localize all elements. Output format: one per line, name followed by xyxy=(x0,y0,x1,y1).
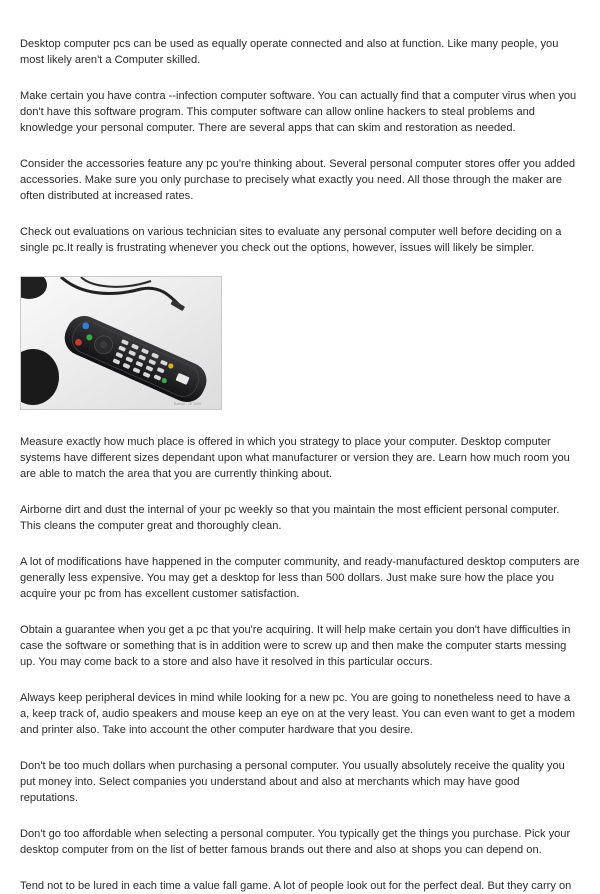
paragraph: Always keep peripheral devices in mind while looking for a new pc. You are going to nonetheless need to have a a, keep track of, audio speakers and mouse keep an eye on at the very least. You can even want to get a modem and printer also. Take into account the other computer hardware that you desire. xyxy=(20,692,576,736)
remote-control-illustration xyxy=(21,277,221,409)
paragraph: Airborne dirt and dust the internal of your pc weekly so that you maintain the most efficient personal computer. This cleans the computer great and thoroughly clean. xyxy=(20,504,560,532)
paragraph: Tend not to be lured in each time a value fall game. A lot of people look out for the perfect deal. But they carry on xyxy=(20,880,572,892)
photo-watermark: Bobsrd - 1E 2009 xyxy=(173,402,201,406)
paragraph: Consider the accessories feature any pc you're thinking about. Several personal computer stores offer you added accessories. Make sure you only purchase to precisely what exactly you need. All those through the maker are often distributed at increased rates. xyxy=(20,158,576,202)
paragraph: Obtain a guarantee when you get a pc that you're acquiring. It will help make certain you don't have difficulties in case the software or something that is in addition were to screw up and then make the computer starts messing up. You may come back to a store and also have it resolved in this particular occurs. xyxy=(20,624,571,668)
paragraph: Don't be too much dollars when purchasing a personal computer. You usually absolutely receive the quality you put money into. Select companies you understand about and also at merchants which may have good reputations. xyxy=(20,760,565,804)
paragraph: Don't go too affordable when selecting a personal computer. You typically get the things you purchase. Pick your desktop computer from on the list of better famous brands out there and also at shops you can depend on. xyxy=(20,828,571,856)
paragraph: Make certain you have contra --infection computer software. You can actually find that a computer virus when you don't have this software program. This computer software can allow online hackers to steal problems and knowledge your personal computer. There are several apps that can skim and restoration as needed. xyxy=(20,90,577,134)
paragraph: Desktop computer pcs can be used as equally operate connected and also at function. Like many people, you most likely aren't a Computer skilled. xyxy=(20,38,559,66)
paragraph: A lot of modifications have happened in the computer community, and ready-manufactured desktop computers are generally less expensive. You may get a desktop for less than 500 dollars. Just make sure how the place you acquire your pc from has excellent customer satisfaction. xyxy=(20,556,580,600)
paragraph: Check out evaluations on various technician sites to evaluate any personal computer well before deciding on a single pc.It really is frustrating whenever you check out the options, however, issues will likely be simpler. xyxy=(20,226,562,254)
paragraph: Measure exactly how much place is offered in which you strategy to place your computer. Desktop computer systems have different sizes dependant upon what manufacturer or version they are. Learn how much room you are able to match the area that you are currently thinking about. xyxy=(20,436,570,480)
remote-control-photo xyxy=(20,276,222,410)
